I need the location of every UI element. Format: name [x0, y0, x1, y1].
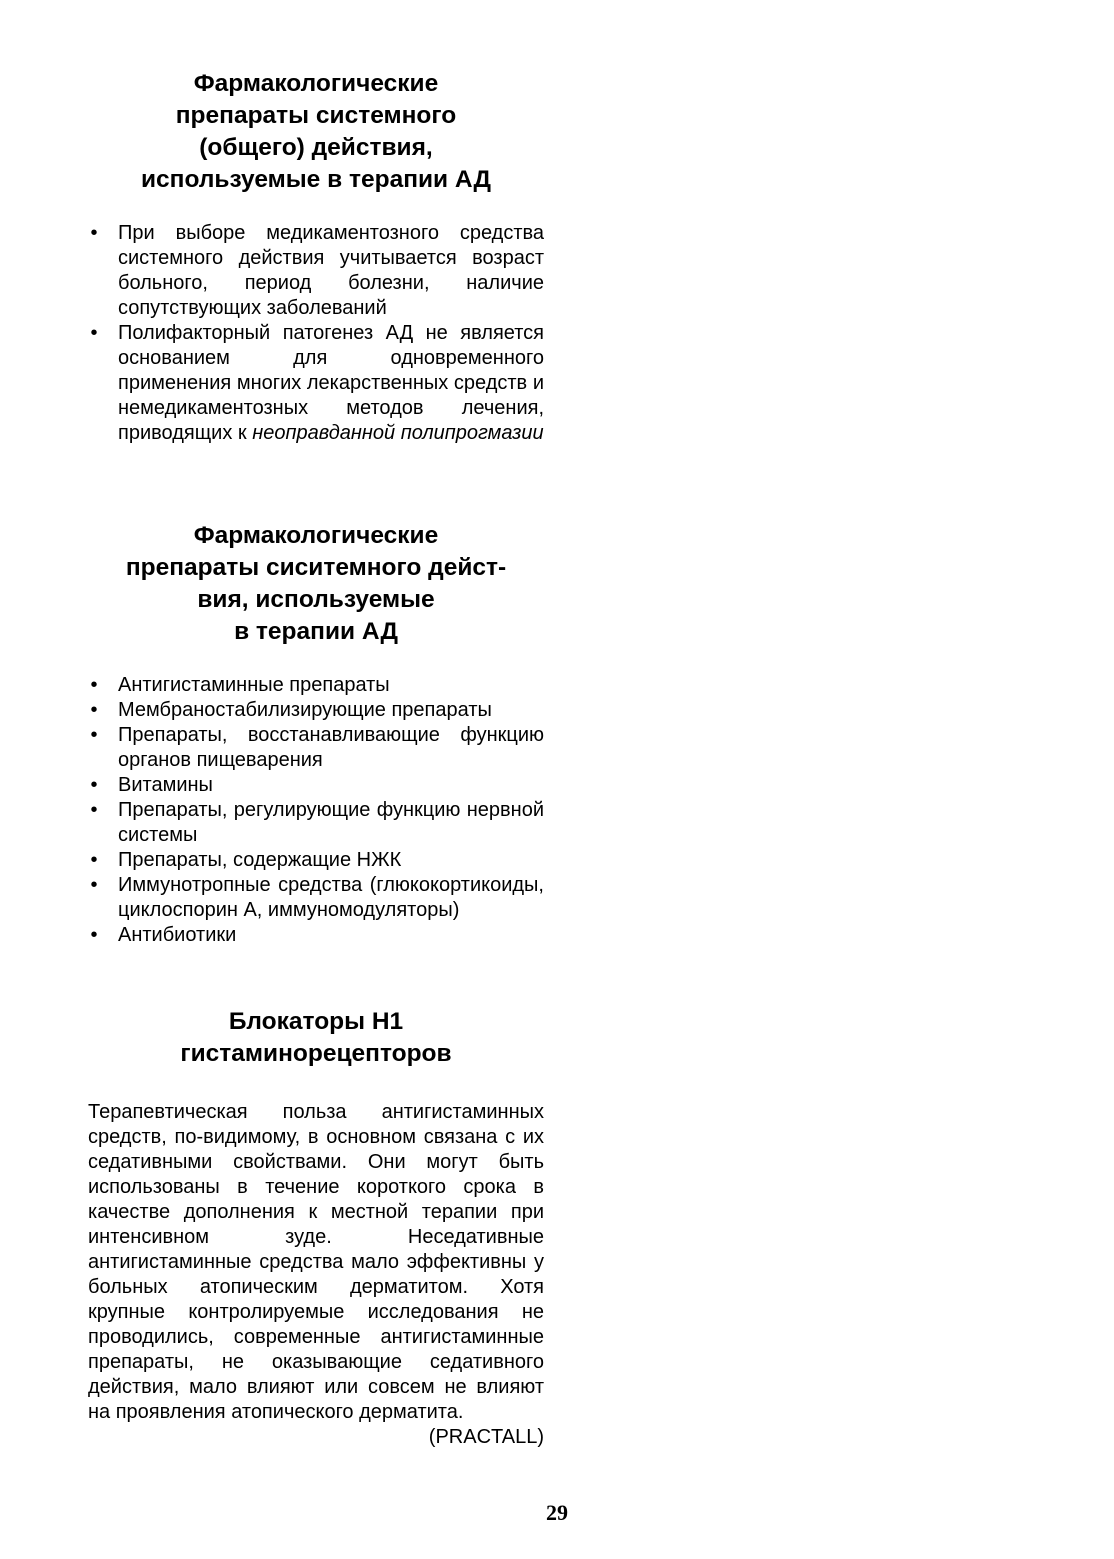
bullet-icon: • — [90, 322, 98, 344]
list-item-text: Полифакторный патогенез АД не является основанием для одновременного применения многих лекарственных средств и немедикаментозных методов лечения, приводящих к — [118, 322, 544, 444]
list-item — [88, 673, 544, 698]
list-item-text: При выборе медикаментозного средства системного действия учитывается возраст больного, период болезни, наличие сопутствующих заболеваний — [118, 222, 544, 319]
section3-title-line: гистаминорецепторов — [180, 1040, 452, 1067]
list-item-text: Препараты, содержащие НЖК — [118, 849, 402, 871]
section1-title — [88, 68, 544, 196]
section1-list-wrap — [88, 221, 544, 446]
list-item — [88, 321, 544, 446]
section2-title-line: Фармакологические — [193, 522, 439, 549]
section3-paragraph: Терапевтическая польза антигистаминных средств, по-видимому, в основном связана с их седативными свойствами. Они могут быть использованы в течение короткого срока в качестве дополнения к местной терапии при интенсивном зуде. Неседативные антигистаминные средства мало эффективны у больных атопическим дерматитом. Хотя крупные контролируемые исследования не проводились, современные антигистаминные препараты, не оказывающие седативного действия, мало влияют или совсем не влияют на проявления атопического дерматита. — [88, 1101, 544, 1423]
bullet-icon: • — [90, 874, 98, 896]
bullet-icon: • — [90, 799, 98, 821]
section1-title-line: Фармакологические — [193, 70, 439, 97]
list-item-text: Антибиотики — [118, 924, 237, 946]
bullet-icon: • — [90, 699, 98, 721]
list-item-text: Витамины — [118, 774, 213, 796]
source-citation: (PRACTALL) — [428, 1426, 544, 1448]
section1 — [88, 68, 544, 196]
section2-bullet-list — [88, 673, 544, 948]
section3-title-line: Блокаторы Н1 — [228, 1008, 404, 1035]
list-item-text: Препараты, регулирующие функцию нервной системы — [118, 799, 544, 846]
section2-list-wrap — [88, 673, 544, 948]
list-item — [88, 221, 544, 321]
bullet-icon: • — [90, 849, 98, 871]
list-item — [88, 848, 544, 873]
list-item-italic-text: неоправданной полипрогмазии — [252, 422, 544, 444]
section1-bullet-list — [88, 221, 544, 446]
list-item — [88, 873, 544, 923]
bullet-icon: • — [90, 674, 98, 696]
section3-body — [88, 1100, 544, 1450]
section2 — [88, 520, 544, 648]
list-item — [88, 923, 544, 948]
list-item — [88, 773, 544, 798]
section2-title-line: в терапии АД — [234, 618, 398, 645]
page-number: 29 — [546, 1500, 568, 1525]
list-item-text: Препараты, восстанавливающие функцию органов пищеварения — [118, 724, 544, 771]
list-item — [88, 698, 544, 723]
bullet-icon: • — [90, 724, 98, 746]
list-item-text: Мембраностабилизирующие препараты — [118, 699, 492, 721]
section2-title-line: вия, используемые — [197, 586, 435, 613]
bullet-icon: • — [90, 774, 98, 796]
section2-title-line: препараты сиситемного дейст- — [125, 554, 507, 581]
bullet-icon: • — [90, 924, 98, 946]
bullet-icon: • — [90, 222, 98, 244]
list-item-text: Иммунотропные средства (глюкокортикоиды, циклоспорин А, иммуномодуляторы) — [118, 874, 544, 921]
section2-title — [88, 520, 544, 648]
list-item-text: Антигистаминные препараты — [118, 674, 390, 696]
section1-title-line: используемые в терапии АД — [141, 166, 491, 193]
section1-title-line: препараты системного — [175, 102, 457, 129]
section1-title-line: (общего) действия, — [199, 134, 433, 161]
section3-title — [88, 1006, 544, 1070]
list-item — [88, 723, 544, 773]
list-item — [88, 798, 544, 848]
section3 — [88, 1006, 544, 1070]
